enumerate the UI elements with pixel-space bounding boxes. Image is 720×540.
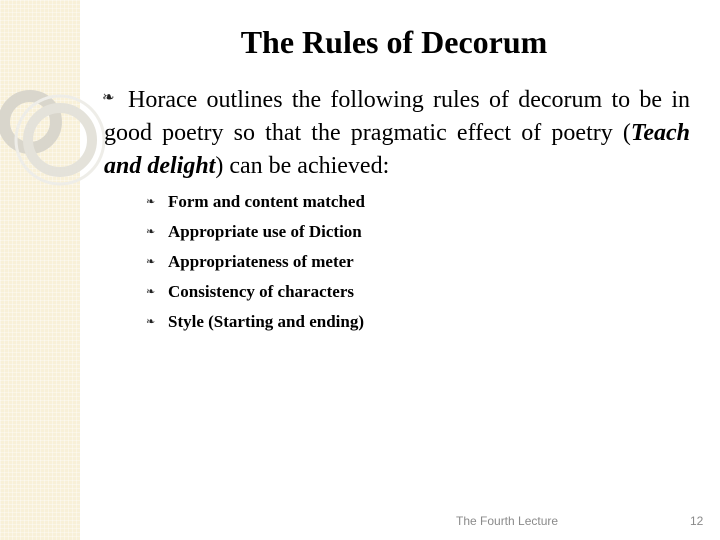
fleuron-bullet-icon: ❧ [146, 226, 156, 238]
list-item-label: Appropriateness of meter [168, 252, 354, 271]
intro-after: ) can be achieved: [215, 153, 390, 179]
fleuron-bullet-icon: ❧ [146, 316, 156, 328]
intro-emphasis: Teach and delight [104, 120, 690, 179]
fleuron-bullet-icon: ❧ [146, 256, 156, 268]
fleuron-bullet-icon: ❧ [146, 196, 156, 208]
list-item [146, 308, 365, 338]
list-item-label: Form and content matched [168, 192, 365, 211]
slide-title: The Rules of Decorum [240, 24, 548, 60]
list-item-label: Appropriate use of Diction [168, 222, 362, 241]
fleuron-bullet-icon: ❧ [102, 90, 115, 106]
fleuron-bullet-icon: ❧ [146, 286, 156, 298]
list-item-label: Consistency of characters [168, 282, 355, 301]
ring-decoration-icon [0, 40, 120, 220]
decorum-rules-list [146, 188, 365, 338]
list-item [146, 248, 365, 278]
list-item-label: Style (Starting and ending) [168, 312, 364, 331]
list-item [146, 188, 365, 218]
footer-text: The Fourth Lecture [456, 514, 559, 528]
page-number: 12 [690, 514, 704, 528]
intro-paragraph [104, 84, 690, 183]
intro-text [104, 84, 690, 183]
list-item [146, 218, 365, 248]
list-item [146, 278, 365, 308]
intro-before: Horace outlines the following rules of decorum to be in good poetry so that the pragmatic effect of poetry ( [104, 87, 690, 146]
